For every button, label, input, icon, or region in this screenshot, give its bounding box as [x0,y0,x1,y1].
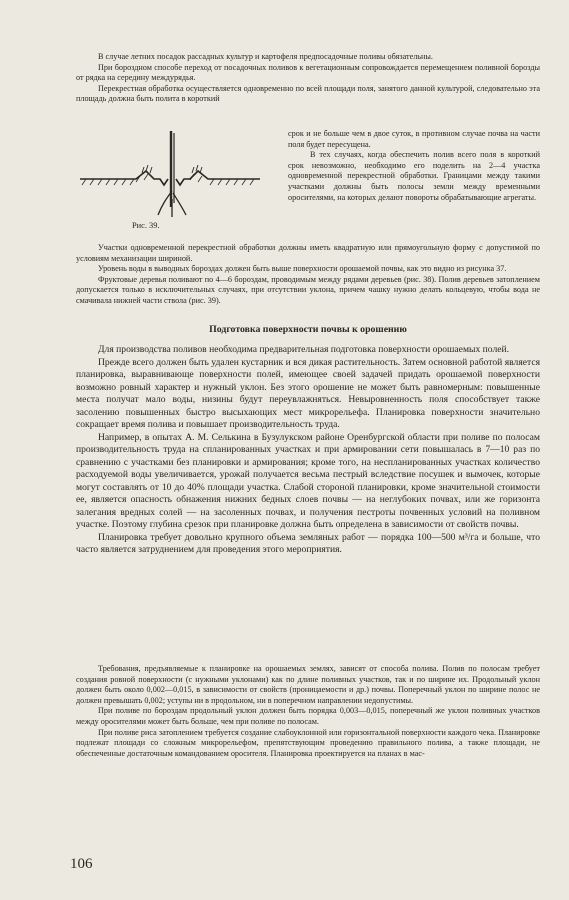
tree-basin-illustration [76,129,264,219]
paragraph: Для производства поливов необходима предварительная подготовка поверхности орошаемых полей. [98,344,510,355]
top-paragraphs [76,52,540,105]
figure-row [76,129,540,239]
paragraph: При поливе риса затоплением требуется создание слабоуклонной или горизонтальной поверхности каждого чека. Планировке подлежат площади со сложным микрорельефом, препятствующим проведению правильного полива, а также площади, не обеспеченные достаточным командованием оросителя. Планировка проектируется на планах в мас- [76,727,540,758]
main-paragraphs [76,344,540,557]
paragraph: Требования, предъявляемые к планировке на орошаемых землях, зависят от способа полива. Полив по полосам требует создания ровной поверхности (с нужными уклонами) как по длине поливных участков, так и по ширине их. Продольный уклон должен быть около 0,002—0,015, в зависимости от свойств (проницаемости и др.) почвы. Поперечный уклон по ширине полос не должен превышать 0,002; уступы ни в продольном, ни в поперечном направлении недопустимы. [76,664,540,705]
paragraph: Участки одновременной перекрестной обработки должны иметь квадратную или прямоугольную форму с допустимой по условиям механизации шириной. [76,243,540,263]
paragraph: Прежде всего должен быть удален кустарник и вся дикая растительность. Затем основной работой является планировка, выравнивающе поверхности полей, имеющее своей задачей придать орошаемой поверхности возможно ровный характер и нужный уклон. Без этого орошение не может быть равномерным: повышенные места получат мало воды, низины будут переувлажняться. Невыровненность поля способствует также засолению повышенных быстро высыхающих мест микрорельефа. Планировка поверхности значительно сокращает время полива и повышает производительность труда. [76,356,540,430]
bottom-paragraphs [76,664,540,759]
paragraph: Например, в опытах А. М. Селькина в Бузулукском районе Оренбургской области при поливе по полосам производительность труда на спланированных участках и при армировании сети повышалась в 7—10 раз по сравнению с участками без планировки и армирования; кроме того, на неспланированных участках количество расходуемой воды увеличивается, урожай получается весьма пестрый вследствие посушек и вымочек, которые могут составлять от 10 до 40% площади участка. Слабой стороной планировки, кроме значительной стоимости ее, является опасность обнажения нижних бедных слоев почвы — на неглубоких почвах, или же горизонта залегания вредных солей — на засоленных почвах, и получения пестроты почвенных условий на поливном участке. Поэтому глубина срезок при планировке должна быть определена в зависимости от свойств почвы. [76,431,540,530]
paragraph: При бороздном способе переход от посадочных поливов к вегетационным сопровождается перемещением поливной борозды от рядка на середину междурядья. [76,62,540,83]
paragraph: Уровень воды в выводных бороздах должен быть выше поверхности орошаемой почвы, как это видно из рисунка 37. [98,264,507,274]
paragraph: При поливе по бороздам продольный уклон должен быть порядка 0,003—0,015, поперечный же уклон поливных участков между оросителями может быть больше, чем при поливе по полосам. [76,706,540,726]
paragraph: Перекрестная обработка осуществляется одновременно по всей площади поля, занятого данной культурой, следовательно эта площадь должна быть полита в короткий [76,83,540,104]
section-heading: Подготовка поверхности почвы к орошению [209,324,407,335]
figure-caption: Рис. 39. [132,221,160,230]
paragraph: Фруктовые деревья поливают по 4—6 бороздам, проводимым между рядами деревьев (рис. 38). Полив деревьев затоплением допускается только в исключительных случаях, при отсутствии уклона, причем чашку нужно делать кольцевую, чтобы вода не смачивала нижней части ствола (рис. 39). [76,274,540,305]
page-number: 106 [70,856,93,872]
figure-39 [76,129,264,239]
paragraph: Планировка требует довольно крупного объема земляных работ — порядка 100—500 м³/га и больше, что часто является затруднением для проведения этого мероприятия. [76,531,540,555]
middle-paragraphs [76,243,540,307]
paragraph: В случае летних посадок рассадных культур и картофеля предпосадочные поливы обязательны. [98,52,433,61]
paragraph: В тех случаях, когда обеспечить полив всего поля в короткий срок невозможно, необходимо его поделить на 2—4 участка одновременной перекрестной обработки. Границами между такими участками должны быть полосы земли между временными оросителями, на которых делают повороты обрабатывающие агрегаты. [288,150,540,202]
right-column-text [288,129,540,203]
paragraph: срок и не больше чем в двое суток, в противном случае почва на части поля будет пересущена. [288,129,540,149]
